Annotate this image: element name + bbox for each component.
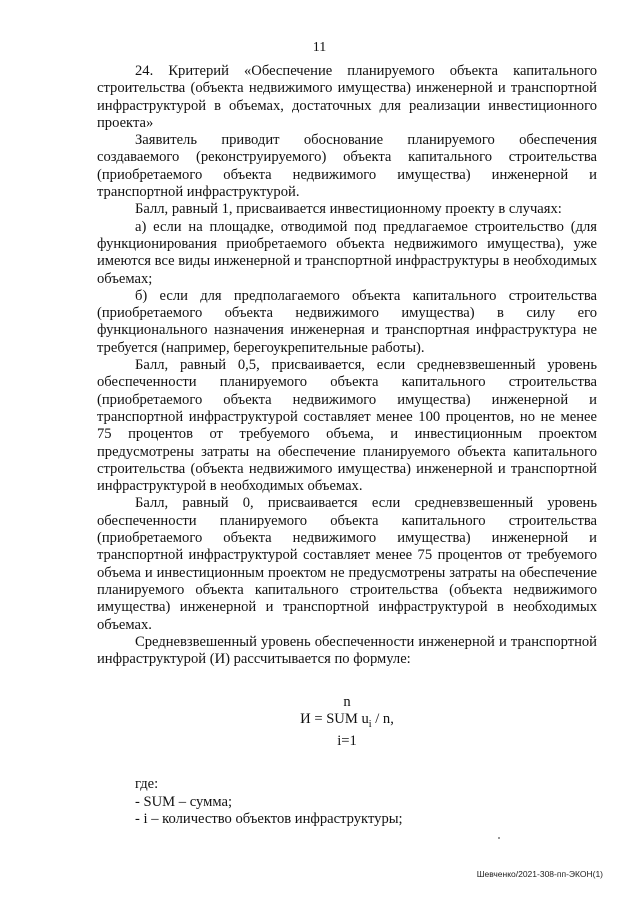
where-section	[97, 776, 597, 828]
document-body	[97, 63, 597, 828]
paragraph-formula-intro: Средневзвешенный уровень обеспеченности инженерной и транспортной инфраструктурой (И) рассчитывается по формуле:	[97, 633, 597, 668]
criterion-heading: 24. Критерий «Обеспечение планируемого объекта капитального строительства (объекта недвижимого имущества) инженерной и транспортной инфраструктурой в объемах, достаточных для реализации инвестиционного проекта»	[97, 63, 597, 131]
formula	[97, 694, 597, 750]
formula-subscript: i	[368, 719, 372, 731]
formula-main-left: И = SUM u	[300, 711, 369, 728]
footer-document-code: Шевченко/2021-308-пп-ЭКОН(1)	[476, 869, 603, 879]
formula-lower-limit: i=1	[337, 733, 357, 750]
scan-dot	[498, 837, 500, 839]
paragraph-score-1: Балл, равный 1, присваивается инвестиционному проекту в случаях:	[135, 201, 562, 218]
where-item-i: - i – количество объектов инфраструктуры;	[135, 810, 403, 827]
paragraph-score-0: Балл, равный 0, присваивается если средневзвешенный уровень обеспеченности планируемого объекта капитального строительства (приобретаемого объекта недвижимого имущества) инженерной и транспортной инфраструктурой составляет менее 75 процентов от требуемого объема и инвестиционным проектом не предусмотрены затраты на обеспечение планируемого объекта капитального строительства (объекта недвижимого имущества) инженерной и транспортной инфраструктурой в необходимых объемах.	[97, 495, 597, 633]
where-label: где:	[135, 776, 159, 793]
paragraph-case-b: б) если для предполагаемого объекта капитального строительства (приобретаемого объекта недвижимого имущества) в силу его функционального назначения инженерная и транспортная инфраструктура не требуется (например, берегоукрепительные работы).	[97, 287, 597, 356]
formula-main-right: / n,	[371, 711, 394, 728]
page-number: 11	[312, 40, 327, 55]
formula-upper-limit: n	[343, 694, 351, 711]
formula-main	[97, 711, 597, 733]
paragraph-score-0-5: Балл, равный 0,5, присваивается, если средневзвешенный уровень обеспеченности планируемого объекта капитального строительства (приобретаемого объекта недвижимого имущества) инженерной и транспортной инфраструктурой составляет менее 100 процентов, но не менее 75 процентов от требуемого объема, и инвестиционным проектом предусмотрены затраты на обеспечение планируемого объекта капитального строительства (объекта недвижимого имущества) инженерной и транспортной инфраструктурой в необходимых объемах.	[97, 357, 597, 495]
paragraph-applicant: Заявитель приводит обоснование планируемого обеспечения создаваемого (реконструируемого) объекта капитального строительства (приобретаемого объекта недвижимого имущества) инженерной и транспортной инфраструктурой.	[97, 132, 597, 201]
where-item-sum: - SUM – сумма;	[135, 793, 233, 810]
paragraph-case-a: а) если на площадке, отводимой под предлагаемое строительство (для функционирования приобретаемого объекта недвижимого имущества), уже имеются все виды инженерной и транспортной инфраструктуры в необходимых объемах;	[97, 218, 597, 287]
